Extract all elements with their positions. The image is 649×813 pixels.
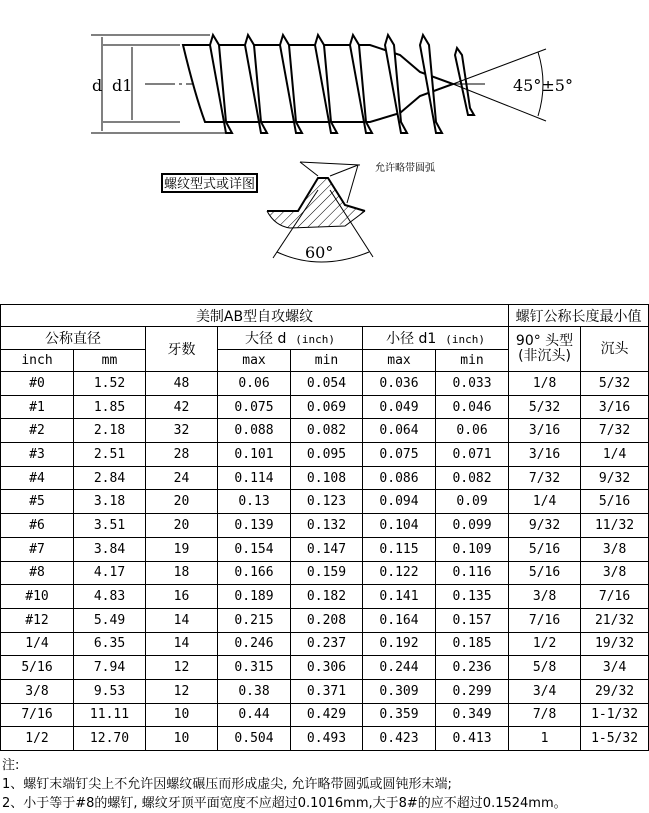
screw-diagram (0, 0, 649, 300)
length-countersunk-cell: 9/32 (581, 466, 649, 490)
minor-min-cell: 0.157 (436, 608, 509, 632)
minor-min-cell: 0.099 (436, 514, 509, 538)
tpi-cell: 42 (146, 395, 218, 419)
major-dia-unit: (inch) (295, 333, 335, 346)
length-head90-cell: 5/16 (509, 537, 581, 561)
tpi-header: 牙数 (146, 327, 218, 372)
table-row (1, 727, 649, 751)
major-min-cell: 0.054 (291, 372, 363, 396)
countersunk-header: 沉头 (581, 327, 649, 372)
size-mm-cell: 6.35 (74, 632, 146, 656)
size-mm-cell: 2.84 (74, 466, 146, 490)
notes (2, 756, 567, 813)
minor-min-cell: 0.033 (436, 372, 509, 396)
length-countersunk-cell: 7/32 (581, 419, 649, 443)
size-inch-cell: 5/16 (1, 656, 74, 680)
length-head90-cell: 5/16 (509, 561, 581, 585)
length-title: 螺钉公称长度最小值 (509, 305, 649, 327)
note-1: 1、螺钉末端钉尖上不允许因螺纹碾压而形成虚尖, 允许略带圆弧或圆钝形末端; (2, 777, 452, 792)
table-row (1, 585, 649, 609)
table-row (1, 372, 649, 396)
thread-angle-label: 60° (305, 243, 334, 262)
minor-max-cell: 0.122 (363, 561, 436, 585)
minor-max-cell: 0.141 (363, 585, 436, 609)
major-max-cell: 0.215 (218, 608, 291, 632)
major-max-cell: 0.38 (218, 679, 291, 703)
length-countersunk-cell: 3/8 (581, 561, 649, 585)
size-mm-cell: 4.17 (74, 561, 146, 585)
table-row (1, 656, 649, 680)
major-min-cell: 0.132 (291, 514, 363, 538)
minor-max-cell: 0.036 (363, 372, 436, 396)
table-row (1, 632, 649, 656)
length-head90-cell: 5/8 (509, 656, 581, 680)
minor-min-cell: 0.082 (436, 466, 509, 490)
arc-note: 允许略带圆弧 (375, 163, 435, 174)
major-min-cell: 0.237 (291, 632, 363, 656)
tpi-cell: 18 (146, 561, 218, 585)
length-countersunk-cell: 5/16 (581, 490, 649, 514)
size-inch-cell: 1/4 (1, 632, 74, 656)
ab-tapping-screw-table (0, 304, 649, 751)
major-min-cell: 0.493 (291, 727, 363, 751)
length-head90-cell: 7/16 (509, 608, 581, 632)
col-mm: mm (74, 350, 146, 372)
table-title: 美制AB型自攻螺纹 (1, 305, 509, 327)
length-head90-cell: 9/32 (509, 514, 581, 538)
table-row (1, 703, 649, 727)
size-mm-cell: 4.83 (74, 585, 146, 609)
length-head90-cell: 1/4 (509, 490, 581, 514)
minor-max-cell: 0.075 (363, 443, 436, 467)
major-max-cell: 0.101 (218, 443, 291, 467)
major-min-cell: 0.208 (291, 608, 363, 632)
col-minor-min: min (436, 350, 509, 372)
size-inch-cell: #3 (1, 443, 74, 467)
minor-max-cell: 0.359 (363, 703, 436, 727)
minor-min-cell: 0.06 (436, 419, 509, 443)
tpi-cell: 10 (146, 727, 218, 751)
size-mm-cell: 7.94 (74, 656, 146, 680)
table-row (1, 395, 649, 419)
size-inch-cell: #7 (1, 537, 74, 561)
major-max-cell: 0.189 (218, 585, 291, 609)
major-min-cell: 0.095 (291, 443, 363, 467)
major-max-cell: 0.504 (218, 727, 291, 751)
table-row (1, 419, 649, 443)
minor-min-cell: 0.299 (436, 679, 509, 703)
major-min-cell: 0.159 (291, 561, 363, 585)
minor-min-cell: 0.09 (436, 490, 509, 514)
minor-min-cell: 0.413 (436, 727, 509, 751)
size-inch-cell: #1 (1, 395, 74, 419)
table-row (1, 608, 649, 632)
thread-detail-label: 螺纹型式或详图 (164, 177, 256, 192)
minor-min-cell: 0.185 (436, 632, 509, 656)
minor-max-cell: 0.244 (363, 656, 436, 680)
length-countersunk-cell: 7/16 (581, 585, 649, 609)
notes-heading: 注: (2, 758, 20, 773)
table-row (1, 443, 649, 467)
major-max-cell: 0.44 (218, 703, 291, 727)
tpi-cell: 48 (146, 372, 218, 396)
length-countersunk-cell: 19/32 (581, 632, 649, 656)
major-dia-header (218, 327, 363, 350)
tpi-cell: 24 (146, 466, 218, 490)
length-countersunk-cell: 11/32 (581, 514, 649, 538)
table-row (1, 490, 649, 514)
size-mm-cell: 2.51 (74, 443, 146, 467)
major-min-cell: 0.069 (291, 395, 363, 419)
length-head90-cell: 1/8 (509, 372, 581, 396)
major-max-cell: 0.154 (218, 537, 291, 561)
tpi-cell: 20 (146, 514, 218, 538)
tpi-cell: 12 (146, 656, 218, 680)
table-row (1, 537, 649, 561)
table-row (1, 514, 649, 538)
length-countersunk-cell: 5/32 (581, 372, 649, 396)
length-countersunk-cell: 1-1/32 (581, 703, 649, 727)
size-mm-cell: 2.18 (74, 419, 146, 443)
minor-min-cell: 0.135 (436, 585, 509, 609)
minor-max-cell: 0.094 (363, 490, 436, 514)
length-head90-cell: 3/4 (509, 679, 581, 703)
minor-max-cell: 0.086 (363, 466, 436, 490)
minor-min-cell: 0.236 (436, 656, 509, 680)
tpi-cell: 20 (146, 490, 218, 514)
minor-max-cell: 0.049 (363, 395, 436, 419)
major-max-cell: 0.06 (218, 372, 291, 396)
size-inch-cell: #8 (1, 561, 74, 585)
tpi-cell: 12 (146, 679, 218, 703)
minor-min-cell: 0.071 (436, 443, 509, 467)
size-mm-cell: 3.84 (74, 537, 146, 561)
major-max-cell: 0.246 (218, 632, 291, 656)
size-mm-cell: 11.11 (74, 703, 146, 727)
col-major-min: min (291, 350, 363, 372)
major-min-cell: 0.306 (291, 656, 363, 680)
minor-max-cell: 0.423 (363, 727, 436, 751)
col-major-max: max (218, 350, 291, 372)
minor-dia-unit: (inch) (445, 333, 485, 346)
major-max-cell: 0.166 (218, 561, 291, 585)
major-min-cell: 0.123 (291, 490, 363, 514)
tpi-cell: 16 (146, 585, 218, 609)
table-row (1, 679, 649, 703)
size-mm-cell: 5.49 (74, 608, 146, 632)
minor-min-cell: 0.046 (436, 395, 509, 419)
length-countersunk-cell: 1/4 (581, 443, 649, 467)
length-head90-cell: 1 (509, 727, 581, 751)
size-inch-cell: #5 (1, 490, 74, 514)
size-inch-cell: #12 (1, 608, 74, 632)
length-countersunk-cell: 3/4 (581, 656, 649, 680)
length-head90-cell: 3/16 (509, 443, 581, 467)
size-inch-cell: 3/8 (1, 679, 74, 703)
major-min-cell: 0.108 (291, 466, 363, 490)
size-mm-cell: 1.52 (74, 372, 146, 396)
major-min-cell: 0.082 (291, 419, 363, 443)
length-head90-cell: 1/2 (509, 632, 581, 656)
label-d: d (92, 76, 103, 95)
minor-max-cell: 0.309 (363, 679, 436, 703)
tpi-cell: 28 (146, 443, 218, 467)
major-max-cell: 0.139 (218, 514, 291, 538)
length-head90-cell: 5/32 (509, 395, 581, 419)
size-mm-cell: 1.85 (74, 395, 146, 419)
size-inch-cell: 7/16 (1, 703, 74, 727)
head90-line1: 90° 头型 (515, 333, 574, 349)
minor-dia-header (363, 327, 509, 350)
major-max-cell: 0.114 (218, 466, 291, 490)
minor-max-cell: 0.064 (363, 419, 436, 443)
size-inch-cell: #6 (1, 514, 74, 538)
tpi-cell: 14 (146, 608, 218, 632)
size-inch-cell: #10 (1, 585, 74, 609)
major-max-cell: 0.075 (218, 395, 291, 419)
tpi-cell: 19 (146, 537, 218, 561)
note-2: 2、小于等于#8的螺钉, 螺纹牙顶平面宽度不应超过0.1016mm,大于8#的应不超过0.1524mm。 (2, 796, 567, 811)
minor-max-cell: 0.164 (363, 608, 436, 632)
tpi-cell: 32 (146, 419, 218, 443)
size-mm-cell: 9.53 (74, 679, 146, 703)
table-row (1, 561, 649, 585)
head90-line2: (非沉头) (518, 348, 572, 364)
length-head90-cell: 3/8 (509, 585, 581, 609)
size-inch-cell: #0 (1, 372, 74, 396)
major-max-cell: 0.13 (218, 490, 291, 514)
tip-angle-label: 45°±5° (513, 76, 573, 95)
major-max-cell: 0.088 (218, 419, 291, 443)
size-inch-cell: #2 (1, 419, 74, 443)
length-countersunk-cell: 21/32 (581, 608, 649, 632)
size-inch-cell: 1/2 (1, 727, 74, 751)
length-head90-cell: 3/16 (509, 419, 581, 443)
table-row (1, 466, 649, 490)
length-head90-cell: 7/8 (509, 703, 581, 727)
major-min-cell: 0.147 (291, 537, 363, 561)
minor-min-cell: 0.349 (436, 703, 509, 727)
major-min-cell: 0.182 (291, 585, 363, 609)
size-mm-cell: 3.18 (74, 490, 146, 514)
col-minor-max: max (363, 350, 436, 372)
length-head90-cell: 7/32 (509, 466, 581, 490)
major-min-cell: 0.429 (291, 703, 363, 727)
length-countersunk-cell: 3/8 (581, 537, 649, 561)
major-min-cell: 0.371 (291, 679, 363, 703)
size-inch-cell: #4 (1, 466, 74, 490)
nominal-dia-header: 公称直径 (1, 327, 146, 350)
size-mm-cell: 3.51 (74, 514, 146, 538)
size-mm-cell: 12.70 (74, 727, 146, 751)
minor-min-cell: 0.116 (436, 561, 509, 585)
length-countersunk-cell: 1-5/32 (581, 727, 649, 751)
length-countersunk-cell: 29/32 (581, 679, 649, 703)
minor-min-cell: 0.109 (436, 537, 509, 561)
col-inch: inch (1, 350, 74, 372)
tpi-cell: 10 (146, 703, 218, 727)
label-d1: d1 (112, 76, 133, 95)
tpi-cell: 14 (146, 632, 218, 656)
minor-max-cell: 0.104 (363, 514, 436, 538)
minor-max-cell: 0.115 (363, 537, 436, 561)
major-max-cell: 0.315 (218, 656, 291, 680)
minor-max-cell: 0.192 (363, 632, 436, 656)
major-dia-label: 大径 d (245, 331, 287, 347)
head90-header (509, 327, 581, 372)
minor-dia-label: 小径 d1 (386, 331, 437, 347)
length-countersunk-cell: 3/16 (581, 395, 649, 419)
